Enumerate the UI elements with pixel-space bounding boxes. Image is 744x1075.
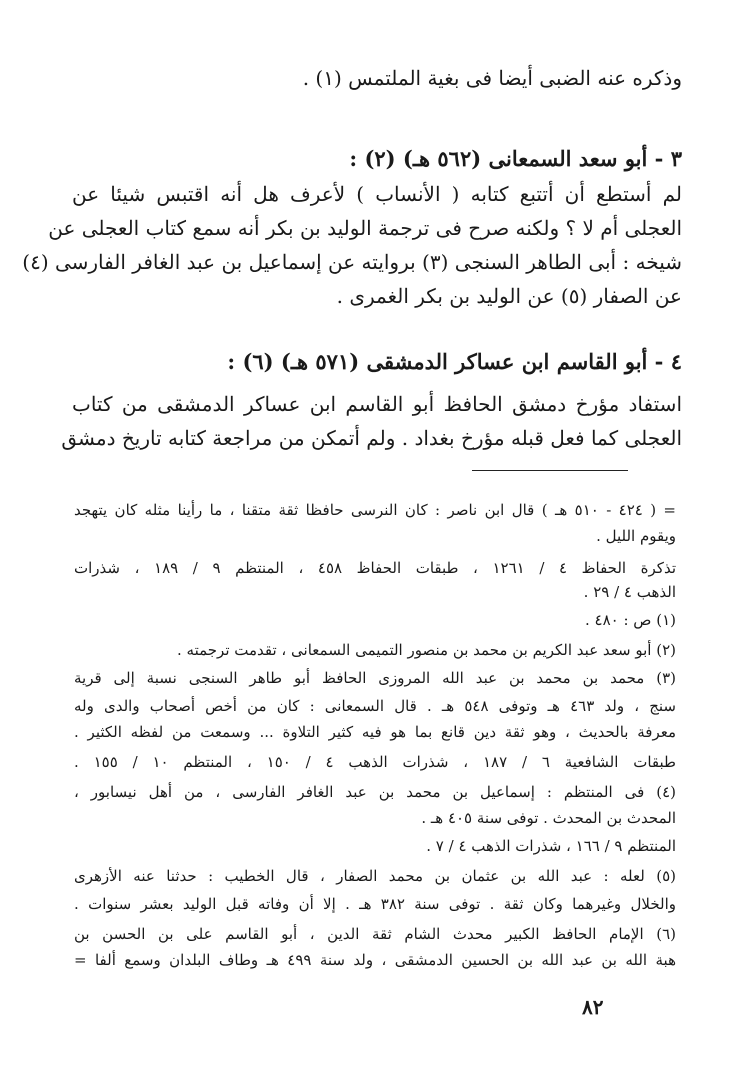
footnote-line: تذكرة الحفاظ ٤ / ١٢٦١ ، طبقات الحفاظ ٤٥٨ ، المنتظم ٩ / ١٨٩ ، شذرات [74, 559, 676, 577]
footnote-line: والخلال وغيرهما وكان ثقة . توفى سنة ٣٨٢ هـ . إلا أن وفاته قبل الوليد بعشر سنوات . [74, 895, 676, 913]
footnote-line: المحدث بن المحدث . توفى سنة ٤٠٥ هـ . [421, 809, 676, 827]
footnote-divider [472, 470, 628, 471]
footnote-line: معرفة بالحديث ، وهو ثقة دين قانع بما هو فيه كثير التلاوة ... وسمعت من لفظه الكثير . [74, 723, 676, 741]
section-4-heading: ٤ - أبو القاسم ابن عساكر الدمشقى (٥٧١ هـ) (٦) : [227, 349, 682, 374]
section-3-line-2: العجلى أم لا ؟ ولكنه صرح فى ترجمة الوليد بن بكر أنه سمع كتاب العجلى عن [48, 216, 682, 240]
footnote-line: (١) ص : ٤٨٠ . [585, 611, 676, 629]
footnote-line: (٤) فى المنتظم : إسماعيل بن محمد بن عبد الغافر الفارسى ، من أهل نيسابور ، [74, 783, 676, 801]
section-4-line-2: العجلى كما فعل قبله مؤرخ بغداد . ولم أتمكن من مراجعة كتابه تاريخ دمشق [61, 426, 682, 450]
footnote-line: المنتظم ٩ / ١٦٦ ، شذرات الذهب ٤ / ٧ . [426, 837, 676, 855]
footnote-line: (٥) لعله : عبد الله بن عثمان بن محمد الصفار ، قال الخطيب : حدثنا عنه الأزهرى [74, 867, 676, 885]
section-3-line-3: شيخه : أبى الطاهر السنجى (٣) بروايته عن إسماعيل بن عبد الغافر الفارسى (٤) [22, 250, 682, 274]
section-3-line-1: لم أستطع أن أتتبع كتابه ( الأنساب ) لأعرف هل أنه اقتبس شيئا عن [72, 182, 682, 206]
footnote-line: هبة الله بن عبد الله بن الحسين الدمشقى ، ولد سنة ٤٩٩ هـ وطاف البلدان وسمع ألفا = [74, 951, 676, 969]
page-number: ٨٢ [582, 995, 604, 1019]
footnote-line: ويقوم الليل . [596, 527, 676, 545]
intro-line: وذكره عنه الضبى أيضا فى بغية الملتمس (١) . [302, 66, 682, 90]
footnote-line: (٢) أبو سعد عبد الكريم بن محمد بن منصور التميمى السمعانى ، تقدمت ترجمته . [177, 641, 676, 659]
footnote-line: سنج ، ولد ٤٦٣ هـ وتوفى ٥٤٨ هـ . قال السمعانى : كان من أخص أصحاب والدى وله [74, 697, 676, 715]
section-3-heading: ٣ - أبو سعد السمعانى (٥٦٢ هـ) (٢) : [349, 146, 682, 171]
footnote-line: (٣) محمد بن محمد بن عبد الله المروزى الحافظ أبو طاهر السنجى نسبة إلى قرية [74, 669, 676, 687]
section-4-line-1: استفاد مؤرخ دمشق الحافظ أبو القاسم ابن عساكر الدمشقى من كتاب [72, 392, 682, 416]
footnote-line: = ( ٤٢٤ - ٥١٠ هـ ) قال ابن ناصر : كان النرسى حافظا ثقة متقنا ، ما رأينا مثله كان يتهجد [74, 501, 676, 519]
section-3-line-4: عن الصفار (٥) عن الوليد بن بكر الغمرى . [336, 284, 682, 308]
footnote-line: (٦) الإمام الحافظ الكبير محدث الشام ثقة الدين ، أبو القاسم على بن الحسن بن [74, 925, 676, 943]
footnote-line: طبقات الشافعية ٦ / ١٨٧ ، شذرات الذهب ٤ / ١٥٠ ، المنتظم ١٠ / ١٥٥ . [74, 753, 676, 771]
footnote-line: الذهب ٤ / ٢٩ . [583, 583, 676, 601]
